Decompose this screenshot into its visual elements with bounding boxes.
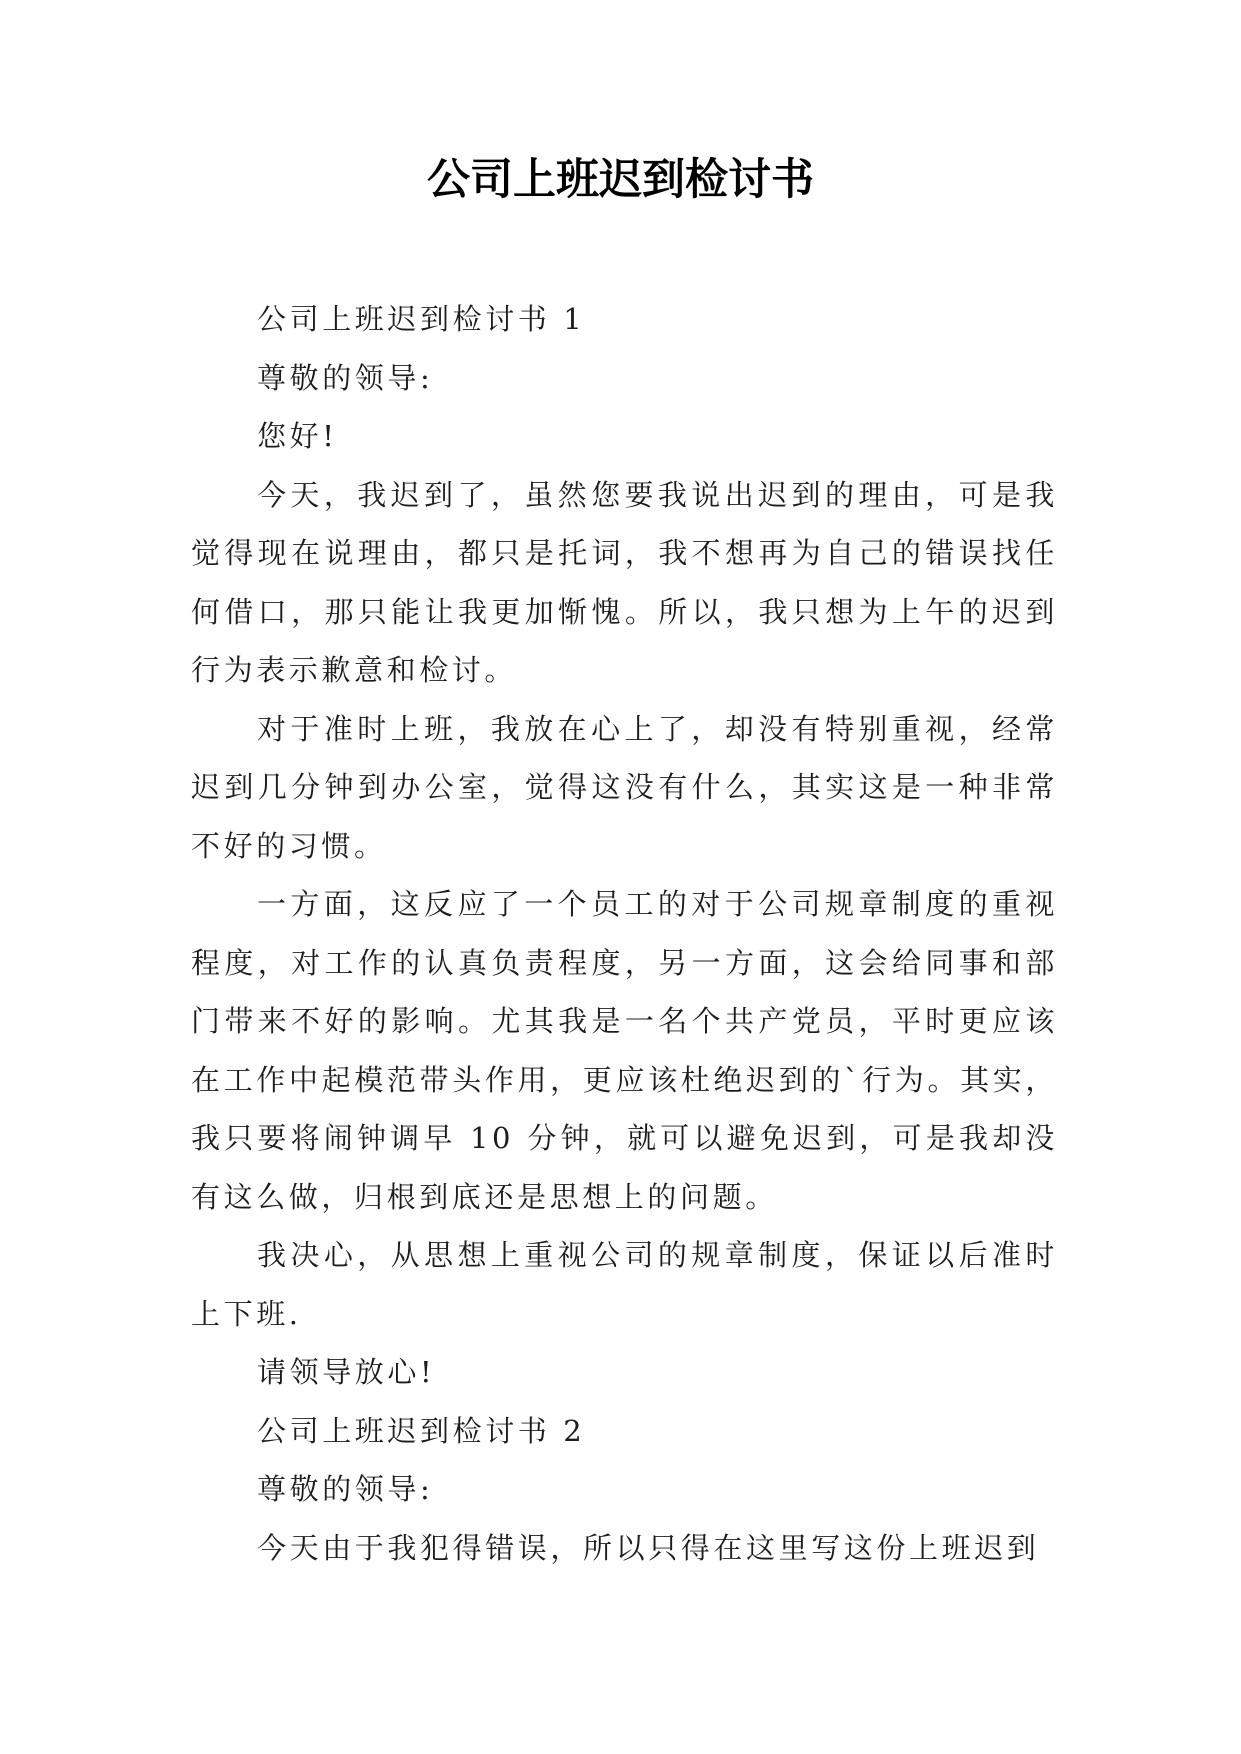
closing-line: 请领导放心! <box>257 1355 436 1389</box>
body-paragraph: 今天，我迟到了，虽然您要我说出迟到的理由，可是我觉得现在说理由，都只是托词，我不想再为自己的错误找任何借口，那只能让我更加惭愧。所以，我只想为上午的迟到行为表示歉意和检讨。 <box>191 477 1058 687</box>
body-paragraph: 今天由于我犯得错误，所以只得在这里写这份上班迟到 <box>257 1530 1040 1565</box>
greeting: 您好! <box>257 419 338 453</box>
section-heading-1: 公司上班迟到检讨书 1 <box>257 302 586 336</box>
document-body <box>191 290 1058 1577</box>
document-title: 公司上班迟到检讨书 <box>427 155 814 205</box>
salutation: 尊敬的领导: <box>257 360 434 395</box>
body-paragraph: 一方面，这反应了一个员工的对于公司规章制度的重视程度，对工作的认真负责程度，另一方面，这会给同事和部门带来不好的影响。尤其我是一名个共产党员，平时更应该在工作中起模范带头作用，更应该杜绝迟到的`行为。其实，我只要将闹钟调早 10 分钟，就可以避免迟到，可是我却没有这么做，归根到底还是思想上的问题。 <box>191 887 1058 1214</box>
salutation: 尊敬的领导: <box>257 1472 434 1506</box>
body-paragraph: 对于准时上班，我放在心上了，却没有特别重视，经常迟到几分钟到办公室，觉得这没有什么，其实这是一种非常不好的习惯。 <box>191 711 1058 863</box>
body-paragraph: 我决心，从思想上重视公司的规章制度，保证以后准时上下班. <box>191 1238 1058 1331</box>
section-heading-2: 公司上班迟到检讨书 2 <box>257 1413 586 1448</box>
